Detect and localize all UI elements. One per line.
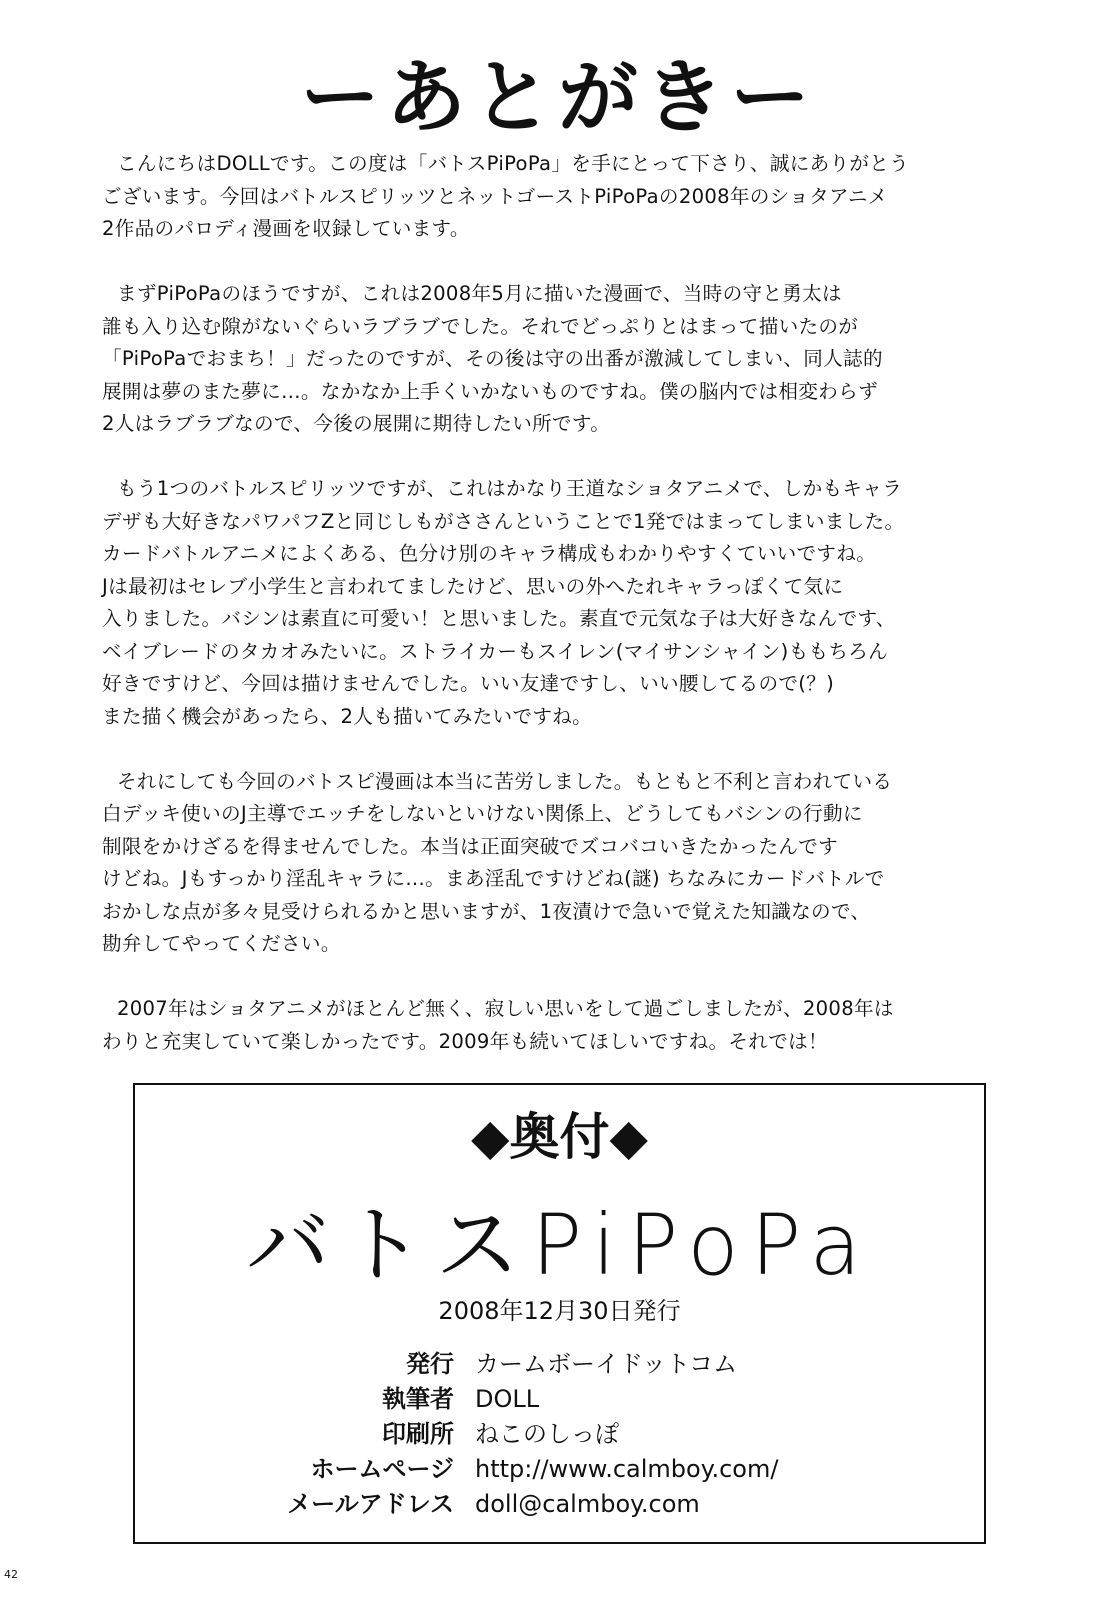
text-line: 制限をかけざるを得ませんでした。本当は正面突破でズコバコいきたかったんです	[102, 834, 839, 858]
text-line: 入りました。バシンは素直に可愛い！と思いました。素直で元気な子は大好きなんです、	[102, 607, 896, 630]
text-line: ございます。今回はバトルスピリッツとネットゴーストPiPoPaの2008年のショタアニメ	[102, 184, 888, 208]
text-line: それにしても今回のバトスピ漫画は本当に苦労しました。もともと不利と言われている	[117, 769, 893, 793]
text-line: もう1つのバトルスピリッツですが、これはかなり王道なショタアニメで、しかもキャラ	[117, 477, 903, 500]
text-line: 白デッキ使いのJ主導でエッチをしないといけない関係上、どうしてもバシンの行動に	[102, 802, 863, 825]
text-line: 展開は夢のまた夢に…。なかなか上手くいかないものですね。僕の脳内では相変わらず	[102, 379, 878, 403]
author-value: DOLL	[475, 1385, 540, 1413]
publisher-value: カームボーイドットコム	[475, 1350, 738, 1378]
page-title: ーあとがきー	[300, 51, 816, 144]
page-number: 42	[4, 1568, 18, 1581]
paragraph	[102, 473, 1002, 733]
email-label: メールアドレス	[287, 1490, 454, 1518]
text-line: 勘弁してやってください。	[102, 932, 341, 955]
text-line: 2007年はショタアニメがほとんど無く、寂しい思いをして過ごしましたが、2008年は	[117, 997, 894, 1020]
paragraph	[102, 278, 1002, 441]
text-line: また描く機会があったら、2人も描いてみたいですね。	[102, 704, 593, 728]
email-row	[135, 1487, 984, 1522]
homepage-row	[135, 1452, 984, 1487]
author-label: 執筆者	[382, 1385, 454, 1413]
text-line: Jは最初はセレブ小学生と言われてましたけど、思いの外へたれキャラっぽくて気に	[102, 574, 844, 598]
text-line: デザも大好きなパワパフZと同じしもがささんということで1発ではまってしまいました。	[102, 509, 905, 533]
homepage-label: ホームページ	[310, 1455, 454, 1483]
colophon-heading: ◆奥付◆	[471, 1108, 648, 1166]
paragraph	[102, 148, 1002, 246]
email-value: doll@calmboy.com	[475, 1490, 700, 1518]
printer-label: 印刷所	[382, 1420, 454, 1448]
text-line: けどね。Jもすっかり淫乱キャラに…。まあ淫乱ですけどね(謎) ちなみにカードバトルで	[102, 867, 885, 890]
text-line: おかしな点が多々見受けられるかと思いますが、1夜漬けで急いで覚えた知識なので、	[102, 899, 871, 923]
text-line: 2作品のパロディ漫画を収録しています。	[102, 217, 470, 240]
publisher-row	[135, 1347, 984, 1382]
text-line: まずPiPoPaのほうですが、これは2008年5月に描いた漫画で、当時の守と勇太は	[117, 282, 842, 305]
text-line: 好きですけど、今回は描けませんでした。いい友達ですし、いい腰してるので(？)	[102, 672, 835, 695]
publisher-label: 発行	[406, 1350, 454, 1378]
paragraph	[102, 766, 1002, 961]
text-line: 誰も入り込む隙がないぐらいラブラブでした。それでどっぷりとはまって描いたのが	[102, 314, 859, 338]
printer-value: ねこのしっぽ	[475, 1420, 619, 1448]
text-line: こんにちはDOLLです。この度は「バトスPiPoPa」を手にとって下さり、誠にありがとう	[117, 152, 910, 175]
text-line: 2人はラブラブなので、今後の展開に期待したい所です。	[102, 412, 611, 435]
afterword-body	[102, 148, 1002, 1091]
publication-date: 2008年12月30日発行	[438, 1297, 681, 1325]
text-line: ベイブレードのタカオみたいに。ストライカーもスイレン(マイサンシャイン)ももちろん	[102, 639, 889, 663]
text-line: わりと充実していて楽しかったです。2009年も続いてほしいですね。それでは！	[102, 1029, 828, 1053]
author-row	[135, 1382, 984, 1417]
book-title: バトスPiPoPa	[245, 1196, 874, 1294]
colophon-box	[133, 1083, 986, 1544]
text-line: カードバトルアニメによくある、色分け別のキャラ構成もわかりやすくていいですね。	[102, 542, 877, 565]
printer-row	[135, 1417, 984, 1452]
paragraph	[102, 993, 1002, 1058]
text-line: 「PiPoPaでおまち！」だったのですが、その後は守の出番が激減してしまい、同人誌的	[102, 347, 883, 370]
colophon-details	[135, 1347, 984, 1522]
homepage-value: http://www.calmboy.com/	[475, 1455, 779, 1483]
